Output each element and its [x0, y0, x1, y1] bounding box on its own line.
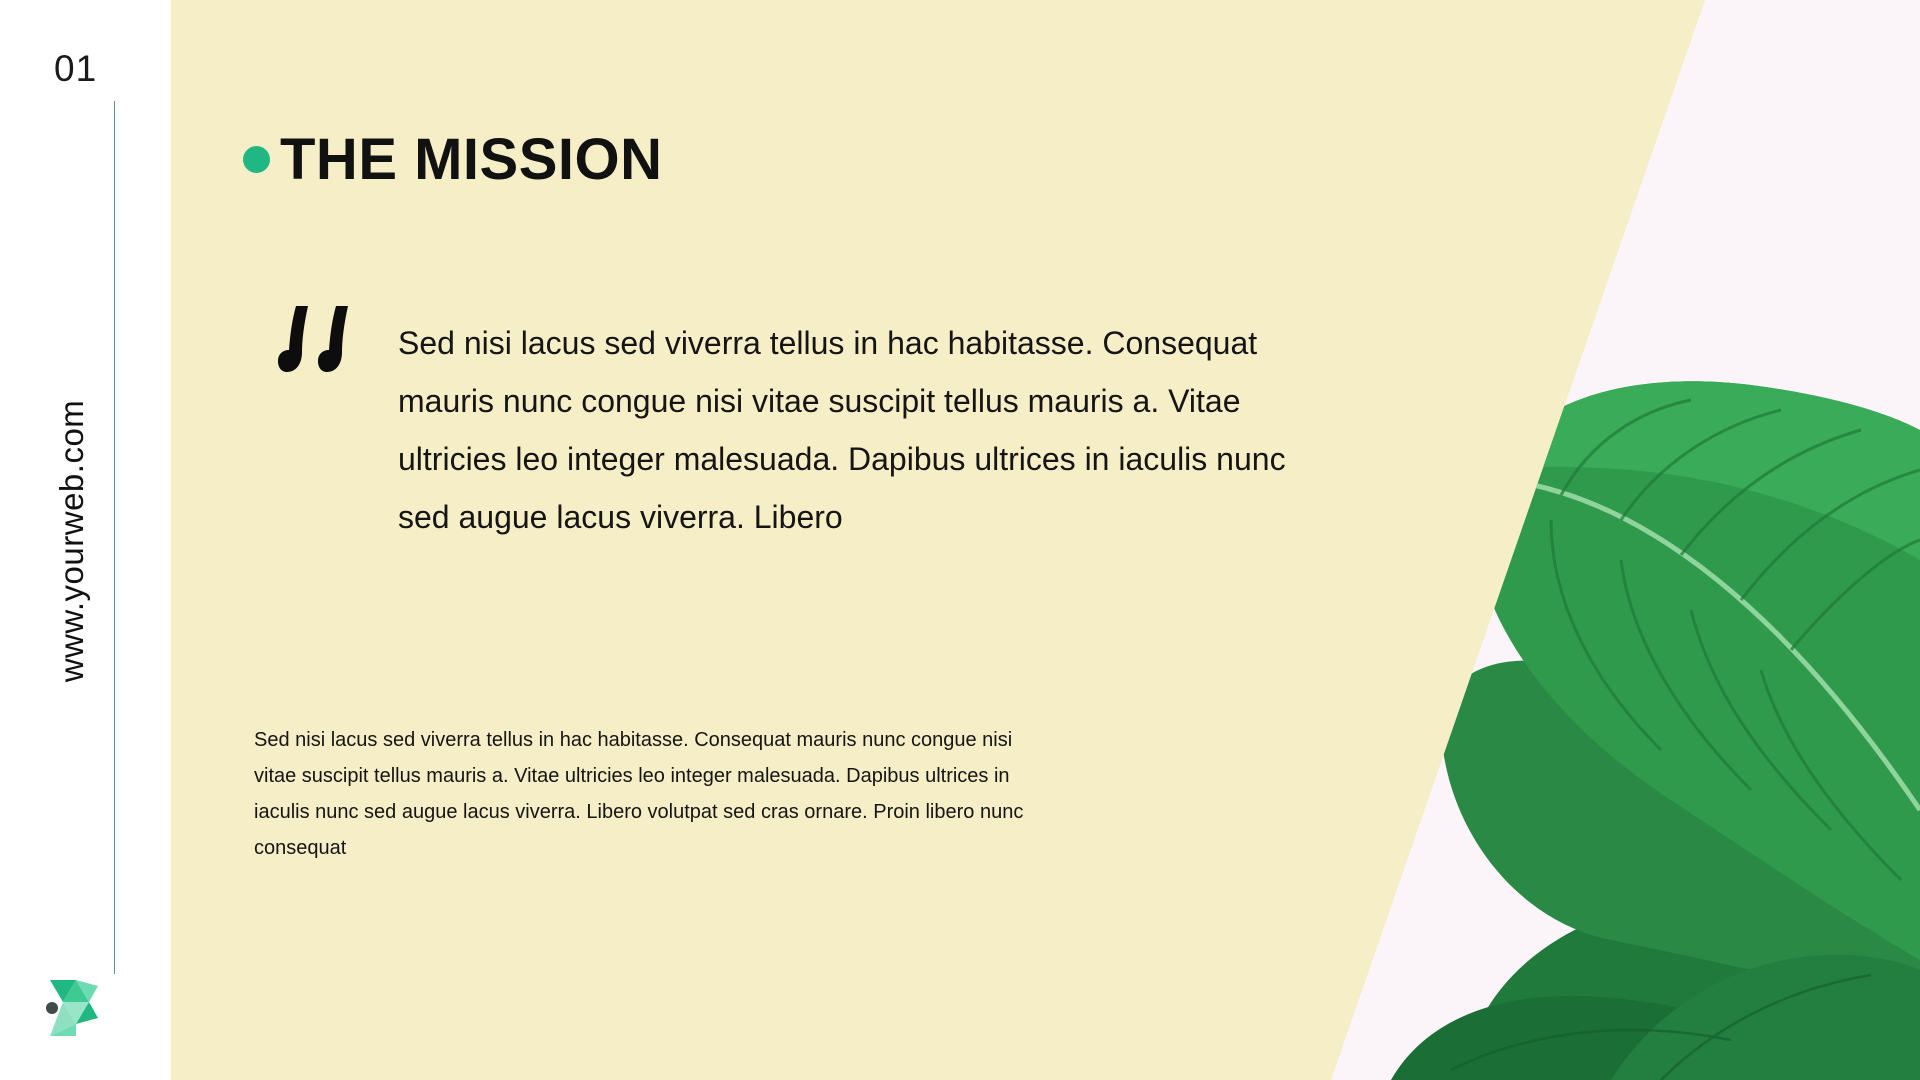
title-group — [243, 126, 663, 193]
page-number: 01 — [54, 48, 98, 89]
sidebar — [0, 0, 171, 1080]
body-paragraph: Sed nisi lacus sed viverra tellus in hac habitasse. Consequat mauris nunc congue nisi vitae suscipit tellus mauris a. Vitae ultricies leo integer malesuada. Dapibus ultrices in iaculis nunc sed augue lacus viverra. Libero volutpat sed cras ornare. Proin libero nunc consequat — [254, 729, 1024, 859]
slide-title: THE MISSION — [280, 127, 663, 192]
quote-text: Sed nisi lacus sed viverra tellus in hac habitasse. Consequat mauris nunc congue nisi vitae suscipit tellus mauris a. Vitae ultricies leo integer malesuada. Dapibus ultrices in iaculis nunc sed augue lacus viverra. Libero — [398, 325, 1286, 535]
website-url: www.yourweb.com — [53, 399, 90, 683]
vertical-divider — [114, 101, 115, 974]
bullet-dot-icon — [243, 146, 270, 173]
hexagon-triangles-logo-icon — [46, 978, 100, 1038]
open-quote-icon — [278, 304, 354, 374]
